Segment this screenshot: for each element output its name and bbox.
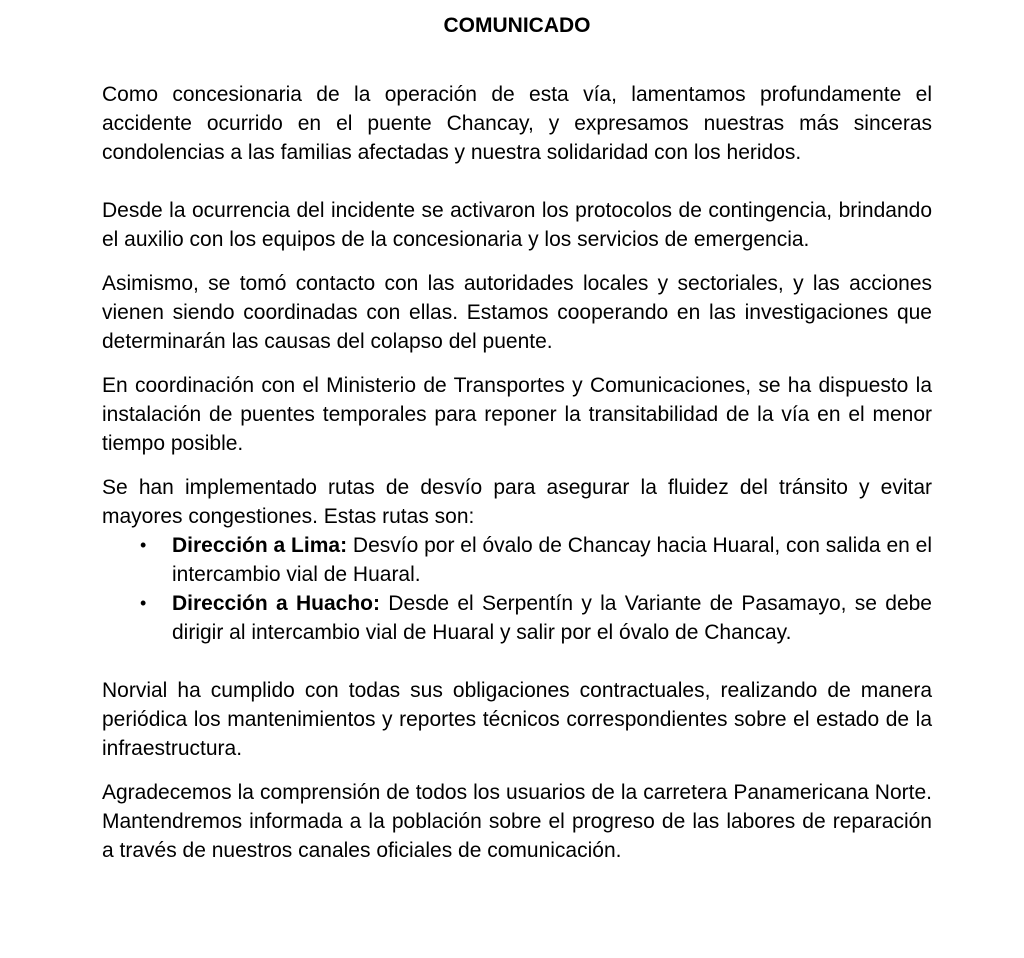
bullet-icon: • bbox=[140, 593, 147, 613]
paragraph-obligations: Norvial ha cumplido con todas sus obligaciones contractuales, realizando de manera periódica los mantenimientos y reportes técnicos correspondientes sobre el estado de la infraestructura. bbox=[102, 679, 932, 760]
paragraph-temporary-bridges: En coordinación con el Ministerio de Transportes y Comunicaciones, se ha dispuesto la instalación de puentes temporales para reponer la transitabilidad de la vía en el menor tiempo posible. bbox=[102, 374, 932, 455]
route-label: Dirección a Huacho: bbox=[172, 592, 380, 615]
paragraph-condolences: Como concesionaria de la operación de esta vía, lamentamos profundamente el accidente ocurrido en el puente Chancay, y expresamos nuestras más sinceras condolencias a las familias afectadas y nuestra solidaridad con los heridos. bbox=[102, 83, 932, 164]
route-label: Dirección a Lima: bbox=[172, 534, 348, 557]
paragraph-contingency: Desde la ocurrencia del incidente se activaron los protocolos de contingencia, brindando el auxilio con los equipos de la concesionaria y los servicios de emergencia. bbox=[102, 199, 932, 251]
paragraph-authorities: Asimismo, se tomó contacto con las autoridades locales y sectoriales, y las acciones vienen siendo coordinadas con ellas. Estamos cooperando en las investigaciones que determinarán las causas del colapso del puente. bbox=[102, 272, 932, 353]
list-item bbox=[140, 531, 933, 589]
detour-routes-list bbox=[102, 531, 932, 647]
route-text: Desvío por el óvalo de Chancay hacia Huaral, con salida en el intercambio vial de Huaral. bbox=[172, 534, 933, 586]
list-item bbox=[140, 589, 932, 647]
paragraph-thanks: Agradecemos la comprensión de todos los usuarios de la carretera Panamericana Norte. Mantendremos informada a la población sobre el progreso de las labores de reparación a través de nuestros canales oficiales de comunicación. bbox=[102, 781, 932, 862]
route-text: Desde el Serpentín y la Variante de Pasamayo, se debe dirigir al intercambio vial de Huaral y salir por el óvalo de Chancay. bbox=[172, 592, 932, 644]
paragraph-detour-intro: Se han implementado rutas de desvío para asegurar la fluidez del tránsito y evitar mayores congestiones. Estas rutas son: bbox=[102, 476, 932, 528]
document-title: COMUNICADO bbox=[443, 14, 591, 37]
bullet-icon: • bbox=[140, 535, 147, 555]
